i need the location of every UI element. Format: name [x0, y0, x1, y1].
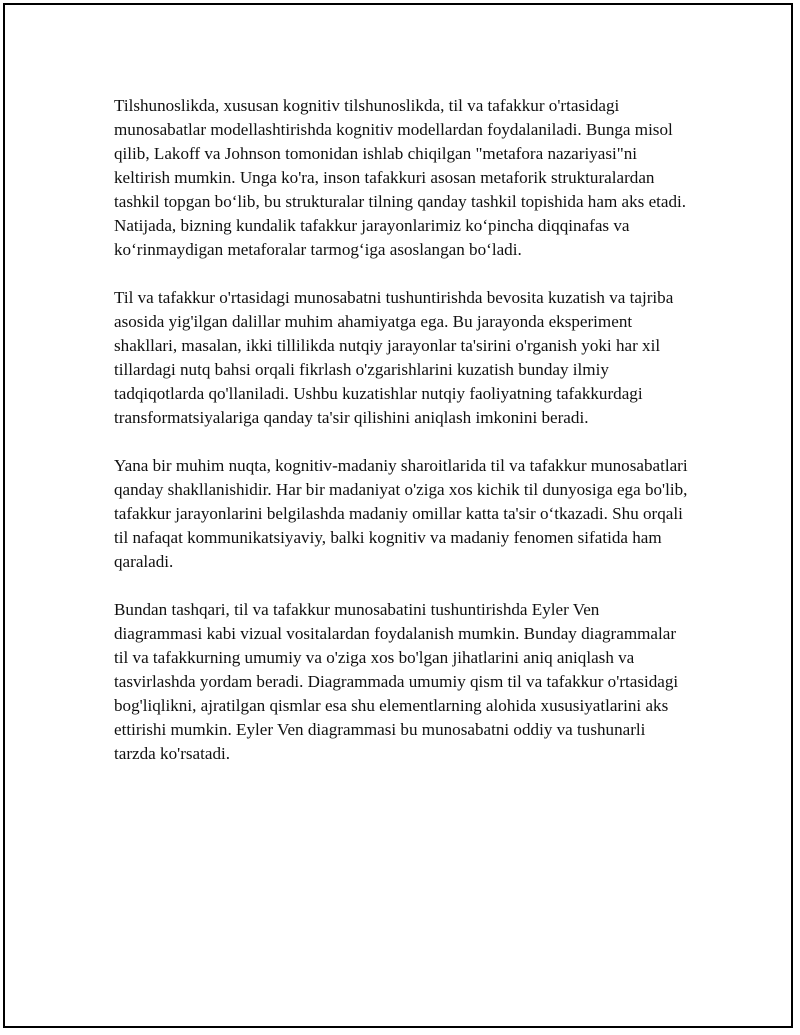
paragraph-1: Tilshunoslikda, xususan kognitiv tilshunoslikda, til va tafakkur o'rtasidagi munosabatlar modellashtirishda kognitiv modellardan foydalaniladi. Bunga misol qilib, Lakoff va Johnson tomonidan ishlab chiqilgan "metafora nazariyasi"ni keltirish mumkin. Unga ko'ra, inson tafakkuri asosan metaforik strukturalardan tashkil topgan bo‘lib, bu strukturalar tilning qanday tashkil topishida ham aks etadi. Natijada, bizning kundalik tafakkur jarayonlarimiz ko‘pincha diqqinafas va ko‘rinmaydigan metaforalar tarmog‘iga asoslangan bo‘ladi.: [114, 96, 687, 259]
paragraph-2: Til va tafakkur o'rtasidagi munosabatni tushuntirishda bevosita kuzatish va tajriba asosida yig'ilgan dalillar muhim ahamiyatga ega. Bu jarayonda eksperiment shakllari, masalan, ikki tillilikda nutqiy jarayonlar ta'sirini o'rganish yoki har xil tillardagi nutq bahsi orqali fikrlash o'zgarishlarini kuzatish bunday ilmiy tadqiqotlarda qo'llaniladi. Ushbu kuzatishlar nutqiy faoliyatning tafakkurdagi transformatsiyalariga qanday ta'sir qilishini aniqlash imkonini beradi.: [114, 288, 674, 427]
document-body: [114, 94, 688, 790]
paragraph-3: Yana bir muhim nuqta, kognitiv-madaniy sharoitlarida til va tafakkur munosabatlari qanday shakllanishidir. Har bir madaniyat o'ziga xos kichik til dunyosiga ega bo'lib, tafakkur jarayonlarini belgilashda madaniy omillar katta ta'sir o‘tkazadi. Shu orqali til nafaqat kommunikatsiyaviy, balki kognitiv va madaniy fenomen sifatida ham qaraladi.: [114, 456, 688, 571]
paragraph-4: Bundan tashqari, til va tafakkur munosabatini tushuntirishda Eyler Ven diagrammasi kabi vizual vositalardan foydalanish mumkin. Bunday diagrammalar til va tafakkurning umumiy va o'ziga xos bo'lgan jihatlarini aniq aniqlash va tasvirlashda yordam beradi. Diagrammada umumiy qism til va tafakkur o'rtasidagi bog'liqlikni, ajratilgan qismlar esa shu elementlarning alohida xususiyatlarini aks ettirishi mumkin. Eyler Ven diagrammasi bu munosabatni oddiy va tushunarli tarzda ko'rsatadi.: [114, 600, 679, 763]
